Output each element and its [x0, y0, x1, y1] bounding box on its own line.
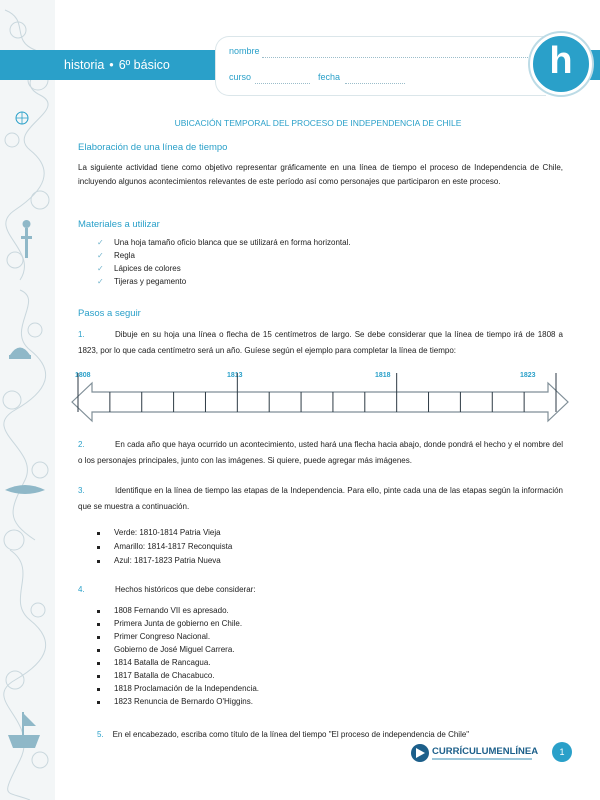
- sidebar-ornament: [0, 0, 55, 800]
- subject-label: [64, 58, 170, 72]
- timeline-label: 1813: [227, 372, 243, 379]
- page-number: 1: [552, 742, 572, 762]
- check-icon: ✓: [97, 277, 104, 286]
- bullet-icon: [97, 532, 100, 535]
- event-item: 1814 Batalla de Rancagua.: [114, 658, 211, 667]
- material-item: Lápices de colores: [114, 264, 181, 273]
- stage-item: Verde: 1810-1814 Patria Vieja: [114, 528, 221, 537]
- double-arrow-shape: [72, 383, 568, 421]
- section-heading-materials: Materiales a utilizar: [78, 219, 160, 230]
- separator-dot: •: [109, 58, 114, 72]
- step-number: 4.: [78, 585, 85, 594]
- step-5: [97, 730, 469, 739]
- step-2: [78, 437, 563, 469]
- event-item: 1818 Proclamación de la Independencia.: [114, 684, 259, 693]
- step-number: 2.: [78, 440, 85, 449]
- material-item: Regla: [114, 251, 135, 260]
- step-4: [78, 583, 563, 597]
- name-field[interactable]: [262, 57, 530, 58]
- event-item: 1823 Renuncia de Bernardo O'Higgins.: [114, 697, 253, 706]
- check-icon: ✓: [97, 264, 104, 273]
- stage-item: Amarillo: 1814-1817 Reconquista: [114, 542, 233, 551]
- step-number: 3.: [78, 486, 85, 495]
- subject-name: historia: [64, 58, 105, 72]
- step-text: Hechos históricos que debe considerar:: [115, 585, 256, 594]
- curriculum-logo: [410, 742, 540, 766]
- bullet-icon: [97, 688, 100, 691]
- step-text: Dibuje en su hoja una línea o flecha de 15 centímetros de largo. Se debe considerar que la línea de tiempo irá de 1808 a 1823, por lo que cada centímetro será un año. Guíese según el ejemplo para completar la línea de tiempo:: [78, 330, 563, 355]
- step-text: Identifique en la línea de tiempo las etapas de la Independencia. Para ello, pinte cada una de las etapas según la información que se muestra a continuación.: [78, 486, 563, 511]
- section-heading-timeline: Elaboración de una línea de tiempo: [78, 142, 228, 153]
- event-item: 1817 Batalla de Chacabuco.: [114, 671, 215, 680]
- check-icon: ✓: [97, 238, 104, 247]
- logo-letter: h: [549, 40, 573, 82]
- bullet-icon: [97, 636, 100, 639]
- course-label: curso: [229, 72, 252, 82]
- section-heading-steps: Pasos a seguir: [78, 308, 141, 319]
- timeline-label: 1818: [375, 372, 391, 379]
- check-icon: ✓: [97, 251, 104, 260]
- bullet-icon: [97, 675, 100, 678]
- step-text: En el encabezado, escriba como título de la línea del tiempo "El proceso de independencia de Chile": [112, 730, 470, 739]
- event-item: Gobierno de José Miguel Carrera.: [114, 645, 235, 654]
- material-item: Una hoja tamaño oficio blanca que se utilizará en forma horizontal.: [114, 238, 351, 247]
- bullet-icon: [97, 623, 100, 626]
- material-item: Tijeras y pegamento: [114, 277, 187, 286]
- event-item: Primer Congreso Nacional.: [114, 632, 211, 641]
- section-intro-text: La siguiente actividad tiene como objetivo representar gráficamente en una línea de tiempo el proceso de Independencia de Chile, incluyendo algunos acontecimientos relevantes de este período así como personajes que participaron en este proceso.: [78, 163, 563, 186]
- event-item: 1808 Fernando VII es apresado.: [114, 606, 229, 615]
- bullet-icon: [97, 546, 100, 549]
- date-label: fecha: [318, 72, 341, 82]
- event-item: Primera Junta de gobierno en Chile.: [114, 619, 243, 628]
- timeline-label: 1808: [75, 372, 91, 379]
- decorative-sidebar: [0, 0, 55, 800]
- timeline-arrow: [70, 365, 570, 430]
- grade-label: 6º básico: [118, 58, 170, 72]
- step-1: [78, 327, 563, 359]
- course-field[interactable]: [255, 83, 310, 84]
- bullet-icon: [97, 701, 100, 704]
- bullet-icon: [97, 610, 100, 613]
- bullet-icon: [97, 649, 100, 652]
- step-number: 1.: [78, 330, 85, 339]
- bullet-icon: [97, 662, 100, 665]
- logo-brand-text: CURRÍCULUMENLÍNEA: [432, 746, 539, 757]
- date-field[interactable]: [345, 83, 405, 84]
- bullet-icon: [97, 560, 100, 563]
- subject-logo: [530, 33, 592, 95]
- name-label: nombre: [229, 46, 260, 56]
- step-3: [78, 483, 563, 515]
- stage-item: Azul: 1817-1823 Patria Nueva: [114, 556, 221, 565]
- student-info-box: [215, 36, 546, 96]
- page-title: UBICACIÓN TEMPORAL DEL PROCESO DE INDEPENDENCIA DE CHILE: [174, 118, 462, 128]
- timeline-label: 1823: [520, 372, 536, 379]
- step-text: En cada año que haya ocurrido un acontecimiento, usted hará una flecha hacia abajo, donde pondrá el hecho y el nombre del o los personajes principales, junto con las imágenes. Si quiere, puede agregar más imágenes.: [78, 440, 563, 465]
- step-number: 5.: [97, 730, 104, 739]
